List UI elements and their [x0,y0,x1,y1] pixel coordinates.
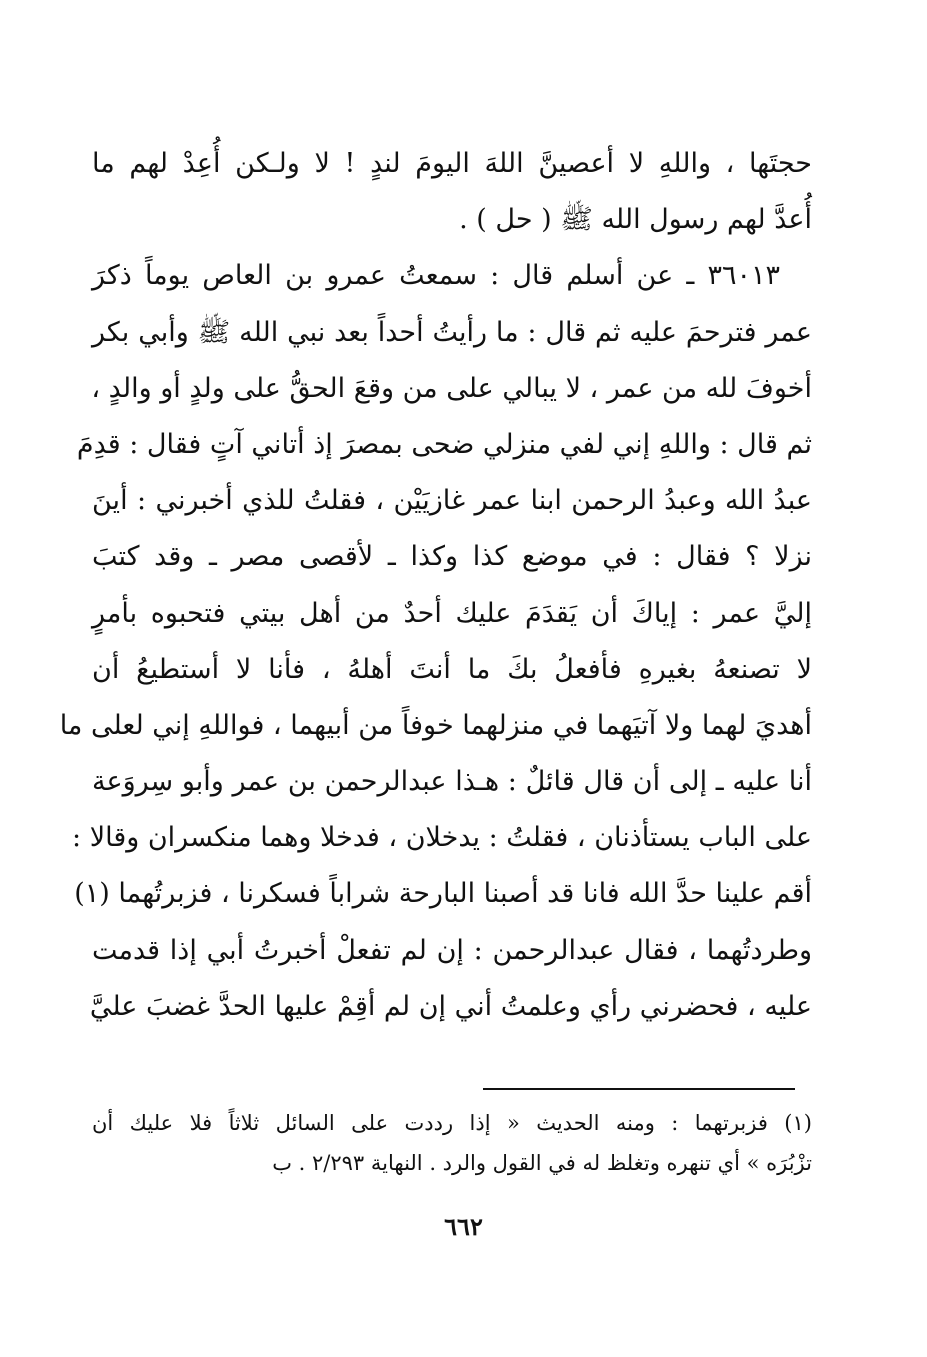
footnote-line: (١) فزبرتهما : ومنه الحديث « إذا رددت على السائل ثلاثاً فلا عليك أن [92,1111,812,1135]
footnote-divider [483,1088,795,1090]
text-line: حجتَها ، واللهِ لا أعصينَّ اللهَ اليومَ لندٍ ! لا ولـكن أُعِدْ لهم ما [92,148,812,179]
text-line: أخوفَ لله من عمر ، لا يبالي على من وقعَ الحقُّ على ولدٍ أو والدٍ ، [91,372,812,404]
text-line: عمر فترحمَ عليه ثم قال : ما رأيتُ أحداً بعد نبي الله ﷺ وأبي بكر [92,316,812,348]
text-line: إليَّ عمر : إياكَ أن يَقدَمَ عليك أحدٌ من أهل بيتي فتحبوه بأمرٍ [92,597,812,629]
text-line: ثم قال : واللهِ إني لفي منزلي ضحى بمصرَ إذ أتاني آتٍ فقال : قدِمَ [76,428,812,460]
text-line: وطردتُهما ، فقال عبدالرحمن : إن لم تفعلْ أخبرتُ أبي إذا قدمت [92,934,812,966]
text-line: أهديَ لهما ولا آتيَهما في منزلهما خوفاً من أبيهما ، فواللهِ إني لعلى ما [59,709,812,741]
page-number: ٦٦٢ [444,1212,483,1241]
text-line: أقم علينا حدَّ الله فانا قد أصبنا البارحة شراباً فسكرنا ، فزبرتُهما (١) [74,878,812,910]
footnote-line: تزْبُرَه » أي تنهره وتغلظ له في القول والرد . النهاية ٢/٢٩٣ . ب [272,1151,812,1175]
text-line: أُعدَّ لهم رسول الله ﷺ ( حل ) . [459,204,812,236]
text-line: عبدُ الله وعبدُ الرحمن ابنا عمر غازيَيْن ، فقلتُ للذي أخبرني : أينَ [92,485,812,517]
footnote-block [92,1103,812,1183]
text-line: أنا عليه ـ إلى أن قال قائلٌ : هـذا عبدالرحمن بن عمر وأبو سِروَعة [92,766,812,798]
text-line: نزلا ؟ فقال : في موضع كذا وكذا ـ لأقصى مصر ـ وقد كتبَ [92,541,812,573]
text-line: عليه ، فحضرني رأي وعلمتُ أني إن لم أقِمْ عليها الحدَّ غضبَ عليَّ [89,990,812,1022]
hadith-start-line: ٣٦٠١٣ ـ عن أسلم قال : سمعتُ عمرو بن العاص يوماً ذكرَ [92,260,780,292]
text-line: على الباب يستأذنان ، فقلتُ : يدخلان ، فدخلا وهما منكسران وقالا : [72,822,812,854]
main-text-block [59,136,812,1035]
text-line: لا تصنعهُ بغيرهِ فأفعلُ بكَ ما أنتَ أهلهُ ، فأنا لا أستطيعُ أن [92,653,812,685]
